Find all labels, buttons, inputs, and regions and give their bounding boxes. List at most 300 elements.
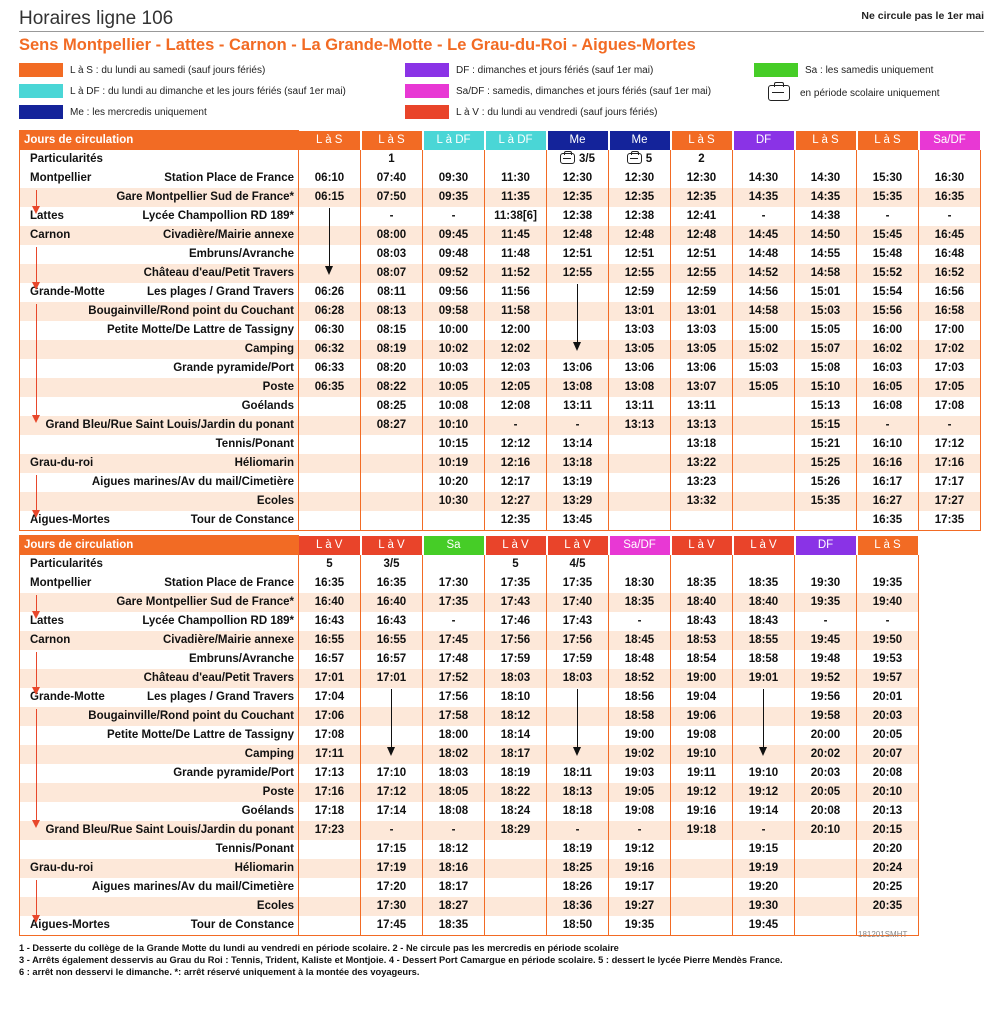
time-cell: 16:02 xyxy=(857,340,919,359)
time-cell: - xyxy=(547,821,609,840)
time-cell: 16:45 xyxy=(919,226,981,245)
stop-name: Embruns/Avranche xyxy=(188,653,294,665)
time-cell: 19:35 xyxy=(795,593,857,612)
time-cell xyxy=(299,397,361,416)
time-cell: 17:08 xyxy=(299,726,361,745)
time-cell: 19:08 xyxy=(671,726,733,745)
time-cell: 20:05 xyxy=(795,783,857,802)
time-cell: 12:55 xyxy=(609,264,671,283)
time-cell: 06:26 xyxy=(299,283,361,302)
time-cell: - xyxy=(485,416,547,435)
time-cell xyxy=(299,859,361,878)
route-line xyxy=(36,247,37,284)
time-cell xyxy=(485,916,547,936)
time-cell: 12:51 xyxy=(671,245,733,264)
time-cell: 12:35 xyxy=(547,188,609,207)
time-cell: 18:30 xyxy=(609,574,671,593)
time-cell xyxy=(485,878,547,897)
time-cell: 18:03 xyxy=(423,764,485,783)
time-cell: 12:30 xyxy=(547,169,609,188)
time-cell: 17:10 xyxy=(361,764,423,783)
skip-line xyxy=(577,689,578,748)
stop-row xyxy=(20,359,981,378)
time-cell: 19:12 xyxy=(609,840,671,859)
time-cell: 18:56 xyxy=(609,688,671,707)
time-cell: 07:50 xyxy=(361,188,423,207)
title-divider xyxy=(19,31,984,32)
time-cell: 16:00 xyxy=(857,321,919,340)
particularite-cell xyxy=(733,555,795,574)
legend-item-sadf xyxy=(405,84,711,98)
stop-cell xyxy=(20,916,299,936)
time-cell: 15:25 xyxy=(795,454,857,473)
time-cell: 10:15 xyxy=(423,435,485,454)
time-cell: 16:52 xyxy=(919,264,981,283)
top-note: Ne circule pas le 1er mai xyxy=(861,10,984,22)
days-header: L à V xyxy=(733,536,795,556)
time-cell: 15:08 xyxy=(795,359,857,378)
time-cell: 10:20 xyxy=(423,473,485,492)
stop-cell xyxy=(20,688,299,707)
time-cell: 17:30 xyxy=(361,897,423,916)
time-cell: 16:55 xyxy=(299,631,361,650)
time-cell: 20:00 xyxy=(795,726,857,745)
time-cell: 11:52 xyxy=(485,264,547,283)
time-cell: 17:01 xyxy=(361,669,423,688)
stop-name: Gare Montpellier Sud de France* xyxy=(116,596,294,608)
time-cell: 09:52 xyxy=(423,264,485,283)
arrow-down-icon xyxy=(325,266,333,275)
stop-row xyxy=(20,574,919,593)
time-cell: 17:35 xyxy=(919,511,981,531)
time-cell: 17:56 xyxy=(485,631,547,650)
time-cell: 14:55 xyxy=(795,245,857,264)
stop-cell xyxy=(20,226,299,245)
time-cell: 08:15 xyxy=(361,321,423,340)
days-header: L à S xyxy=(299,131,361,151)
time-cell: 12:38 xyxy=(547,207,609,226)
time-cell: 15:48 xyxy=(857,245,919,264)
stop-name: Station Place de France xyxy=(164,577,294,589)
stop-cell xyxy=(20,878,299,897)
particularite-value: 2 xyxy=(698,153,705,165)
time-cell: 13:11 xyxy=(547,397,609,416)
time-cell: 18:35 xyxy=(609,593,671,612)
time-cell: - xyxy=(733,821,795,840)
arrow-down-icon xyxy=(573,747,581,756)
legend-text-school: en période scolaire uniquement xyxy=(800,87,940,99)
time-cell xyxy=(361,511,423,531)
time-cell: 13:23 xyxy=(671,473,733,492)
particularite-cell xyxy=(361,150,423,169)
time-cell: 13:05 xyxy=(671,340,733,359)
time-cell: 18:43 xyxy=(671,612,733,631)
stop-name: Tennis/Ponant xyxy=(215,843,294,855)
time-cell: 13:01 xyxy=(671,302,733,321)
particularite-cell xyxy=(609,555,671,574)
time-cell: 17:06 xyxy=(299,707,361,726)
time-cell: 15:26 xyxy=(795,473,857,492)
time-cell: 18:35 xyxy=(671,574,733,593)
time-cell: 14:35 xyxy=(733,188,795,207)
stop-name: Ecoles xyxy=(256,900,294,912)
time-cell: 13:03 xyxy=(609,321,671,340)
time-cell: 19:45 xyxy=(733,916,795,936)
time-cell: 12:02 xyxy=(485,340,547,359)
stop-name: Camping xyxy=(244,343,294,355)
arrow-down-icon xyxy=(759,747,767,756)
stop-row xyxy=(20,669,919,688)
time-cell: 19:00 xyxy=(609,726,671,745)
stop-cell xyxy=(20,245,299,264)
time-cell: - xyxy=(361,207,423,226)
time-cell: 17:59 xyxy=(485,650,547,669)
days-header: L à DF xyxy=(423,131,485,151)
arrow-down-icon xyxy=(32,611,40,619)
time-cell: 17:16 xyxy=(919,454,981,473)
stop-row xyxy=(20,511,981,531)
time-cell: 14:48 xyxy=(733,245,795,264)
time-cell xyxy=(733,416,795,435)
particularite-cell xyxy=(857,150,919,169)
time-cell: 18:29 xyxy=(485,821,547,840)
time-cell: 08:03 xyxy=(361,245,423,264)
time-cell: - xyxy=(795,612,857,631)
stop-row xyxy=(20,321,981,340)
time-cell: 17:43 xyxy=(485,593,547,612)
time-cell: 11:30 xyxy=(485,169,547,188)
time-cell xyxy=(671,840,733,859)
time-cell: 12:35 xyxy=(485,511,547,531)
time-cell: 12:59 xyxy=(609,283,671,302)
time-cell: 19:56 xyxy=(795,688,857,707)
time-cell: 06:35 xyxy=(299,378,361,397)
time-cell: 08:22 xyxy=(361,378,423,397)
time-cell: 15:56 xyxy=(857,302,919,321)
legend-swatch-df xyxy=(405,63,449,77)
time-cell: 17:00 xyxy=(919,321,981,340)
stop-cell xyxy=(20,593,299,612)
days-header: Me xyxy=(609,131,671,151)
route-line xyxy=(36,475,37,512)
stop-name: Poste xyxy=(262,381,294,393)
stop-name: Les plages / Grand Travers xyxy=(146,691,294,703)
time-cell: 08:27 xyxy=(361,416,423,435)
time-cell: 19:50 xyxy=(857,631,919,650)
stop-cell xyxy=(20,631,299,650)
time-cell: 12:35 xyxy=(671,188,733,207)
time-cell xyxy=(485,897,547,916)
stop-name: Grande pyramide/Port xyxy=(173,362,294,374)
time-cell: 16:05 xyxy=(857,378,919,397)
time-cell: 19:40 xyxy=(857,593,919,612)
stop-cell xyxy=(20,764,299,783)
school-bag-icon xyxy=(627,153,642,164)
time-cell xyxy=(299,878,361,897)
time-cell xyxy=(671,511,733,531)
stop-cell xyxy=(20,650,299,669)
stop-cell xyxy=(20,511,299,531)
stop-row xyxy=(20,764,919,783)
time-cell: 10:19 xyxy=(423,454,485,473)
legend-item-ladf xyxy=(19,84,346,98)
time-cell: 13:22 xyxy=(671,454,733,473)
stop-row xyxy=(20,207,981,226)
time-cell: 20:08 xyxy=(857,764,919,783)
time-cell xyxy=(299,454,361,473)
time-cell: 08:13 xyxy=(361,302,423,321)
time-cell: 18:08 xyxy=(423,802,485,821)
time-cell: 15:54 xyxy=(857,283,919,302)
time-cell xyxy=(795,840,857,859)
time-cell: 20:10 xyxy=(795,821,857,840)
particularite-value: 5 xyxy=(645,153,653,165)
time-cell: - xyxy=(609,612,671,631)
stop-cell xyxy=(20,321,299,340)
time-cell: 19:45 xyxy=(795,631,857,650)
legend-item-me xyxy=(19,105,207,119)
time-cell: 19:05 xyxy=(609,783,671,802)
time-cell: 08:20 xyxy=(361,359,423,378)
stop-name: Goélands xyxy=(241,805,294,817)
time-cell: 06:33 xyxy=(299,359,361,378)
stop-cell xyxy=(20,397,299,416)
stop-name: Tour de Constance xyxy=(190,514,294,526)
time-cell: - xyxy=(857,612,919,631)
jours-label: Jours de circulation xyxy=(20,536,299,556)
days-header: L à V xyxy=(485,536,547,556)
time-cell: 17:52 xyxy=(423,669,485,688)
stop-name: Bougainville/Rond point du Couchant xyxy=(88,305,294,317)
time-cell: 17:23 xyxy=(299,821,361,840)
town-name: Grande-Motte xyxy=(30,286,105,298)
stop-cell xyxy=(20,416,299,435)
time-cell: 19:14 xyxy=(733,802,795,821)
time-cell: 16:17 xyxy=(857,473,919,492)
time-cell: 18:45 xyxy=(609,631,671,650)
time-cell xyxy=(299,840,361,859)
route-line xyxy=(36,880,37,917)
stop-cell xyxy=(20,612,299,631)
time-cell xyxy=(609,473,671,492)
time-cell: 18:35 xyxy=(733,574,795,593)
time-cell: 17:12 xyxy=(919,435,981,454)
time-cell xyxy=(299,416,361,435)
time-cell: 15:10 xyxy=(795,378,857,397)
particularites-cell xyxy=(20,555,299,574)
particularite-cell xyxy=(485,555,547,574)
time-cell: 11:58 xyxy=(485,302,547,321)
stop-name: Goélands xyxy=(241,400,294,412)
time-cell: 14:58 xyxy=(733,302,795,321)
days-header: L à DF xyxy=(485,131,547,151)
time-cell: 15:03 xyxy=(733,359,795,378)
time-cell xyxy=(609,454,671,473)
time-cell xyxy=(299,473,361,492)
time-cell: 20:24 xyxy=(857,859,919,878)
time-cell: 13:11 xyxy=(609,397,671,416)
stop-cell xyxy=(20,435,299,454)
stop-cell xyxy=(20,859,299,878)
time-cell: 19:57 xyxy=(857,669,919,688)
particularite-cell xyxy=(733,150,795,169)
time-cell: 19:19 xyxy=(733,859,795,878)
time-cell: 19:00 xyxy=(671,669,733,688)
legend-text-lav: L à V : du lundi au vendredi (sauf jours fériés) xyxy=(456,106,658,118)
time-cell xyxy=(733,473,795,492)
time-cell: 12:35 xyxy=(609,188,671,207)
time-cell: 12:08 xyxy=(485,397,547,416)
footnote-line: 6 : arrêt non desservi le dimanche. *: arrêt réservé uniquement à la montée des voyageurs. xyxy=(19,967,420,977)
particularite-value: 4/5 xyxy=(569,558,586,570)
legend-item-lav xyxy=(405,105,657,119)
particularite-cell xyxy=(919,150,981,169)
time-cell: 12:03 xyxy=(485,359,547,378)
time-cell: 20:05 xyxy=(857,726,919,745)
time-cell: - xyxy=(609,821,671,840)
time-cell xyxy=(795,916,857,936)
time-cell: 09:48 xyxy=(423,245,485,264)
time-cell: 14:30 xyxy=(795,169,857,188)
time-cell: 18:58 xyxy=(609,707,671,726)
time-cell: 12:41 xyxy=(671,207,733,226)
time-cell: 13:05 xyxy=(609,340,671,359)
time-cell: 13:14 xyxy=(547,435,609,454)
time-cell xyxy=(733,492,795,511)
time-cell: 18:27 xyxy=(423,897,485,916)
time-cell: 17:11 xyxy=(299,745,361,764)
days-header: Sa/DF xyxy=(919,131,981,151)
time-cell: 19:35 xyxy=(857,574,919,593)
days-header: L à V xyxy=(547,536,609,556)
time-cell: 14:30 xyxy=(733,169,795,188)
particularite-cell xyxy=(423,555,485,574)
time-cell: 12:55 xyxy=(547,264,609,283)
time-cell: 19:30 xyxy=(733,897,795,916)
time-cell: 16:35 xyxy=(361,574,423,593)
time-cell: 18:54 xyxy=(671,650,733,669)
particularite-cell xyxy=(857,555,919,574)
stop-name: Héliomarin xyxy=(234,457,294,469)
time-cell: 13:07 xyxy=(671,378,733,397)
time-cell: 06:32 xyxy=(299,340,361,359)
time-cell: 18:14 xyxy=(485,726,547,745)
time-cell: 19:58 xyxy=(795,707,857,726)
town-name: Aigues-Mortes xyxy=(30,919,110,931)
time-cell: 12:55 xyxy=(671,264,733,283)
arrow-down-icon xyxy=(32,206,40,214)
time-cell: 16:35 xyxy=(299,574,361,593)
time-cell xyxy=(485,840,547,859)
time-cell: 12:48 xyxy=(609,226,671,245)
legend-text-me: Me : les mercredis uniquement xyxy=(70,106,207,118)
town-name: Montpellier xyxy=(30,577,92,589)
particularite-cell xyxy=(609,150,671,169)
stop-name: Grande pyramide/Port xyxy=(173,767,294,779)
days-header: L à S xyxy=(671,131,733,151)
time-cell: 06:10 xyxy=(299,169,361,188)
time-cell: 17:20 xyxy=(361,878,423,897)
time-cell: 17:56 xyxy=(547,631,609,650)
direction-title: Sens Montpellier - Lattes - Carnon - La Grande-Motte - Le Grau-du-Roi - Aigues-Mortes xyxy=(19,36,696,54)
time-cell: 16:27 xyxy=(857,492,919,511)
time-cell: 15:21 xyxy=(795,435,857,454)
time-cell: 12:51 xyxy=(547,245,609,264)
time-cell: 19:15 xyxy=(733,840,795,859)
time-cell xyxy=(299,511,361,531)
time-cell: 13:06 xyxy=(547,359,609,378)
time-cell: 16:03 xyxy=(857,359,919,378)
time-cell: 10:03 xyxy=(423,359,485,378)
time-cell: 20:03 xyxy=(795,764,857,783)
time-cell: 12:12 xyxy=(485,435,547,454)
stop-name: Lycée Champollion RD 189* xyxy=(142,615,294,627)
legend-swatch-me xyxy=(19,105,63,119)
time-cell: 13:11 xyxy=(671,397,733,416)
stop-name: Station Place de France xyxy=(164,172,294,184)
time-cell: 16:56 xyxy=(919,283,981,302)
legend-swatch-lav xyxy=(405,105,449,119)
time-cell: 13:29 xyxy=(547,492,609,511)
stop-row xyxy=(20,397,981,416)
time-cell: 19:10 xyxy=(733,764,795,783)
time-cell: 17:08 xyxy=(919,397,981,416)
time-cell: 16:57 xyxy=(361,650,423,669)
time-cell: 18:53 xyxy=(671,631,733,650)
time-cell: 18:35 xyxy=(423,916,485,936)
time-cell: 15:05 xyxy=(733,378,795,397)
arrow-down-icon xyxy=(32,687,40,695)
time-cell: 12:59 xyxy=(671,283,733,302)
time-cell xyxy=(361,435,423,454)
time-cell: - xyxy=(919,207,981,226)
time-cell: 10:30 xyxy=(423,492,485,511)
time-cell xyxy=(671,916,733,936)
time-cell: 15:05 xyxy=(795,321,857,340)
time-cell xyxy=(609,511,671,531)
time-cell: 14:35 xyxy=(795,188,857,207)
legend-item-sa xyxy=(754,63,933,77)
arrow-down-icon xyxy=(387,747,395,756)
stop-row xyxy=(20,593,919,612)
document-code: 181201SMHT xyxy=(858,930,908,939)
days-header: L à S xyxy=(857,536,919,556)
time-cell: - xyxy=(857,207,919,226)
time-cell: 13:45 xyxy=(547,511,609,531)
time-cell: 18:03 xyxy=(547,669,609,688)
particularite-cell xyxy=(361,555,423,574)
stop-name: Les plages / Grand Travers xyxy=(146,286,294,298)
time-cell: 12:27 xyxy=(485,492,547,511)
legend-text-ladf: L à DF : du lundi au dimanche et les jours fériés (sauf 1er mai) xyxy=(70,85,346,97)
time-cell: 13:13 xyxy=(609,416,671,435)
time-cell: 16:10 xyxy=(857,435,919,454)
town-name: Carnon xyxy=(30,229,71,241)
time-cell: 20:13 xyxy=(857,802,919,821)
time-cell: 17:59 xyxy=(547,650,609,669)
time-cell: 19:16 xyxy=(671,802,733,821)
stop-row xyxy=(20,726,919,745)
time-cell: 13:18 xyxy=(671,435,733,454)
time-cell: 12:38 xyxy=(609,207,671,226)
town-name: Grau-du-roi xyxy=(30,457,94,469)
time-cell: 10:05 xyxy=(423,378,485,397)
time-cell: 16:35 xyxy=(919,188,981,207)
particularite-cell xyxy=(671,150,733,169)
town-name: Montpellier xyxy=(30,172,92,184)
time-cell: 15:30 xyxy=(857,169,919,188)
time-cell: 20:35 xyxy=(857,897,919,916)
